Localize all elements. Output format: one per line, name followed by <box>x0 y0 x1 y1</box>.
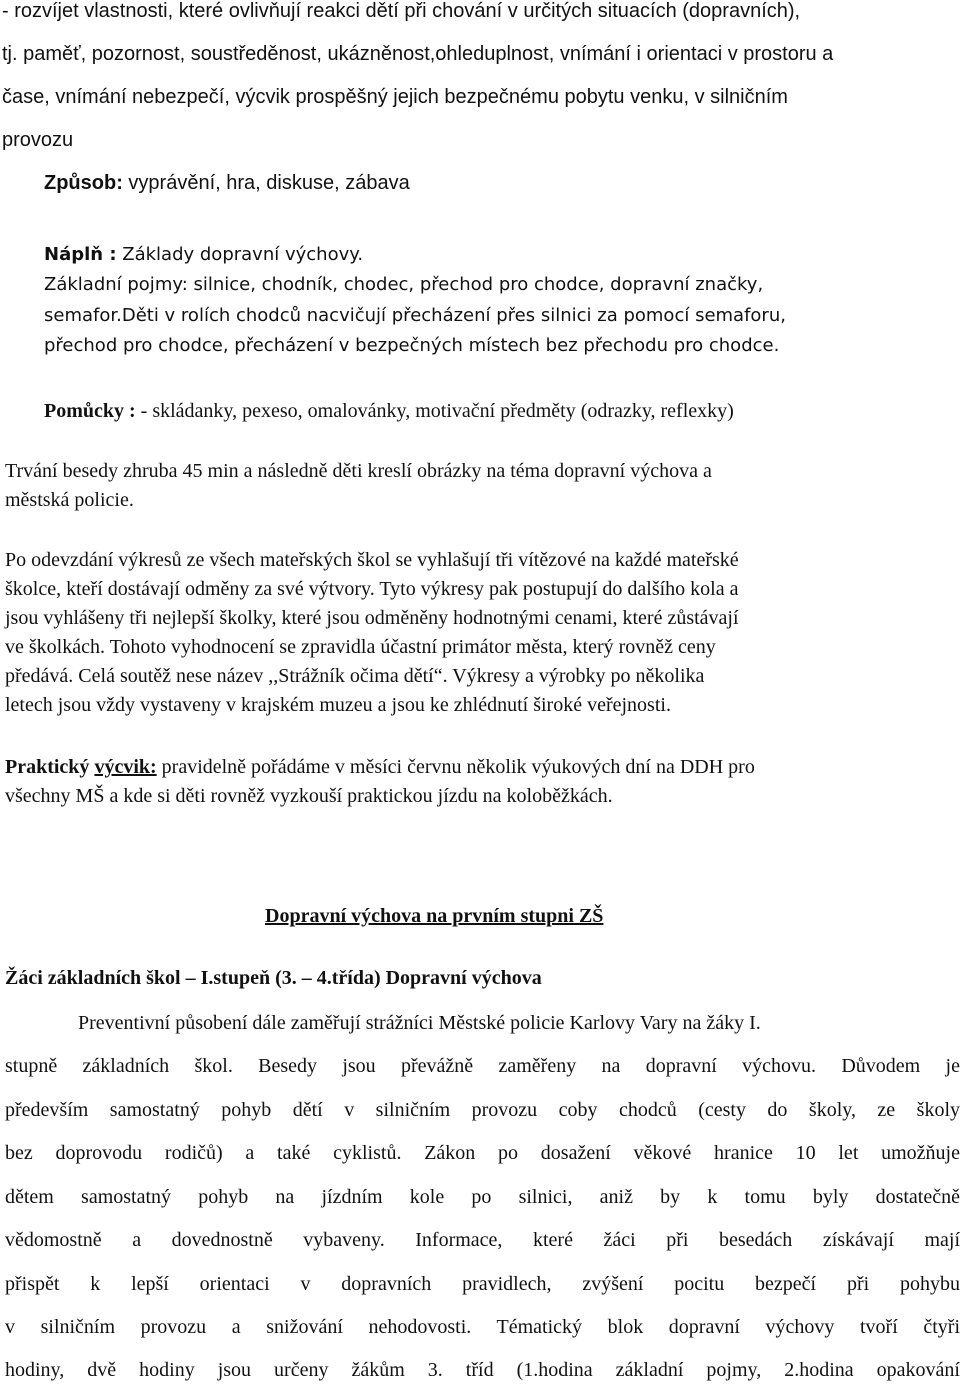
section-heading: Dopravní výchova na prvním stupni ZŠ <box>265 905 604 927</box>
pomucky-label: Pomůcky : <box>44 400 136 422</box>
vycvik-label: Praktický <box>5 756 95 778</box>
text-line: Trvání besedy zhruba 45 min a následně děti kreslí obrázky na téma dopravní výchova a <box>5 460 712 482</box>
text-line: - rozvíjet vlastnosti, které ovlivňují reakci dětí při chování v určitých situacích (dopravních), <box>2 0 801 22</box>
text-line: stupně základních škol. Besedy jsou převážně zaměřeny na dopravní výchovu. Důvodem je <box>5 1055 960 1077</box>
vycvik-text: pravidelně pořádáme v měsíci červnu několik výukových dní na DDH pro <box>156 756 755 778</box>
text-line: jsou vyhlášeny tři nejlepší školky, které jsou odměněny hodnotnými cenami, které zůstávají <box>5 607 739 629</box>
napln-text: Základy dopravní výchovy. <box>116 244 364 265</box>
text-line: ve školkách. Tohoto vyhodnocení se zpravidla účastní primátor města, který rovněž ceny <box>5 636 716 658</box>
text-line: dětem samostatný pohyb na jízdním kole po silnici, aniž by k tomu byly dostatečně <box>5 1186 960 1208</box>
text-line: provozu <box>2 129 74 151</box>
pomucky-line <box>44 400 734 423</box>
text-line: všechny MŠ a kde si děti rovněž vyzkouší praktickou jízdu na koloběžkách. <box>5 785 613 807</box>
text-line: semafor.Děti v rolích chodců nacvičují přecházení přes silnici za pomocí semaforu, <box>44 305 786 326</box>
text-line: bez doprovodu rodičů) a také cyklistů. Zákon po dosažení věkové hranice 10 let umožňuje <box>5 1142 960 1164</box>
napln-label: Náplň : <box>44 244 117 265</box>
zpusob-text: vyprávění, hra, diskuse, zábava <box>122 172 410 194</box>
text-line: Základní pojmy: silnice, chodník, chodec, přechod pro chodce, dopravní značky, <box>44 274 764 295</box>
zpusob-line <box>44 172 410 195</box>
text-line: přispět k lepší orientaci v dopravních pravidlech, zvýšení pocitu bezpečí při pohybu <box>5 1273 960 1295</box>
text-line: Preventivní působení dále zaměřují strážníci Městské policie Karlovy Vary na žáky I. <box>78 1012 761 1034</box>
text-line: předává. Celá soutěž nese název ,,Strážník očima dětí“. Výkresy a výrobky po několika <box>5 665 705 687</box>
text-line: především samostatný pohyb dětí v silničním provozu coby chodců (cesty do školy, ze školy <box>5 1099 960 1121</box>
text-line: Po odevzdání výkresů ze všech mateřských škol se vyhlašují tři vítězové na každé mateřské <box>5 549 739 571</box>
text-line: v silničním provozu a snižování nehodovosti. Tématický blok dopravní výchovy tvoří čtyři <box>5 1316 960 1338</box>
pomucky-text: - skládanky, pexeso, omalovánky, motivační předměty (odrazky, reflexky) <box>135 400 734 422</box>
text-line: hodiny, dvě hodiny jsou určeny žákům 3. tříd (1.hodina základní pojmy, 2.hodina opakování <box>5 1359 960 1381</box>
vycvik-label-underlined: výcvik: <box>94 756 157 778</box>
text-line: tj. paměť, pozornost, soustředěnost, ukázněnost,ohleduplnost, vnímání i orientaci v prostoru a <box>2 43 834 65</box>
text-line: školce, kteří dostávají odměny za své výtvory. Tyto výkresy pak postupují do dalšího kola a <box>5 578 739 600</box>
text-line: městská policie. <box>5 489 134 511</box>
text-line: letech jsou vždy vystaveny v krajském muzeu a jsou ke zhlédnutí široké veřejnosti. <box>5 694 671 716</box>
vycvik-line <box>5 756 755 779</box>
text-line: čase, vnímání nebezpečí, výcvik prospěšný jejich bezpečnému pobytu venku, v silničním <box>2 86 788 108</box>
text-line: přechod pro chodce, přecházení v bezpečných místech bez přechodu pro chodce. <box>44 335 780 356</box>
subheading: Žáci základních škol – I.stupeň (3. – 4.třída) Dopravní výchova <box>5 967 542 989</box>
napln-line <box>44 244 363 265</box>
zpusob-label: Způsob: <box>44 172 123 194</box>
text-line: vědomostně a dovednostně vybaveny. Informace, které žáci při besedách získávají mají <box>5 1229 960 1251</box>
